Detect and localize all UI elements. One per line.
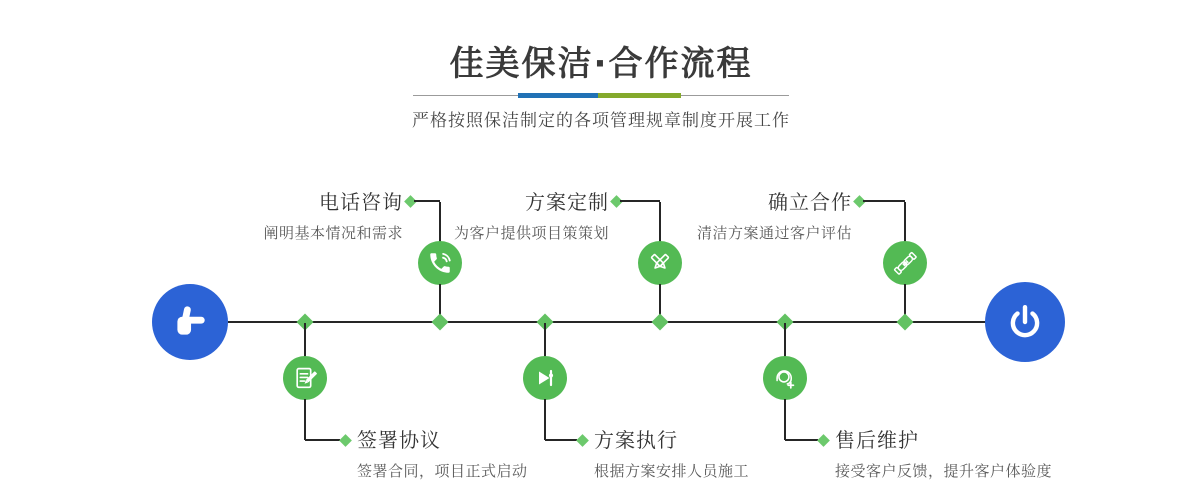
page-subtitle: 严格按照保洁制定的各项管理规章制度开展工作 [412,111,790,131]
step-desc: 清洁方案通过客户评估 [696,224,852,242]
step-node-execute [523,356,567,400]
step-desc: 阐明基本情况和需求 [263,224,403,242]
title-divider [413,92,789,99]
divider-green-segment [598,93,681,98]
step-title: 方案定制 [525,190,609,214]
step-title: 电话咨询 [319,190,403,214]
connector-line [784,323,786,357]
step-title: 签署协议 [357,428,441,452]
headset-plus-icon [772,365,799,392]
step-title: 确立合作 [768,190,852,214]
connector-line [785,439,818,441]
timeline-diamond [652,314,669,331]
connector-line [863,200,905,202]
label-diamond [817,434,830,447]
step-node-contract [283,356,327,400]
play-slider-icon [532,365,558,391]
step-node-cooperate [883,241,927,285]
timeline-line [228,321,986,323]
step-label-phone-consult [263,186,403,243]
timeline-diamond [897,314,914,331]
step-label-plan-custom [454,186,609,243]
connector-line [659,202,661,243]
step-node-phone [418,241,462,285]
connector-line [544,399,546,440]
step-desc: 接受客户反馈，提升客户体验度 [835,462,1053,480]
step-title: 方案执行 [594,428,678,452]
step-label-aftersales [835,424,1052,481]
page-title: 佳美保洁·合作流程 [449,44,753,84]
connector-line [304,323,306,357]
handshake-icon [892,250,919,277]
connector-line [620,200,660,202]
step-title: 售后维护 [835,428,919,452]
timeline-start-node [152,284,228,360]
step-desc: 签署合同，项目正式启动 [357,462,528,480]
power-icon [1003,300,1047,344]
step-label-execute-plan [594,424,749,481]
hand-pointer-icon [169,301,211,343]
step-desc: 根据方案安排人员施工 [594,462,750,480]
divider-blue-segment [518,93,598,98]
timeline-end-node [985,282,1065,362]
connector-line [545,439,577,441]
step-label-establish [697,186,852,243]
contract-icon [292,365,319,392]
connector-line [304,399,306,440]
connector-line [784,399,786,440]
crossed-pencils-icon [647,250,673,276]
step-desc: 为客户提供项目策策划 [453,224,609,242]
connector-line [544,323,546,357]
timeline-diamond [432,314,449,331]
connector-line [414,200,440,202]
label-diamond [576,434,589,447]
label-diamond [339,434,352,447]
connector-line [305,439,340,441]
connector-line [439,202,441,243]
divider-segment [413,95,518,96]
step-label-sign-agreement [357,424,528,481]
divider-segment [681,95,789,96]
step-node-aftersales [763,356,807,400]
phone-icon [427,250,453,276]
step-node-plan [638,241,682,285]
connector-line [904,202,906,243]
